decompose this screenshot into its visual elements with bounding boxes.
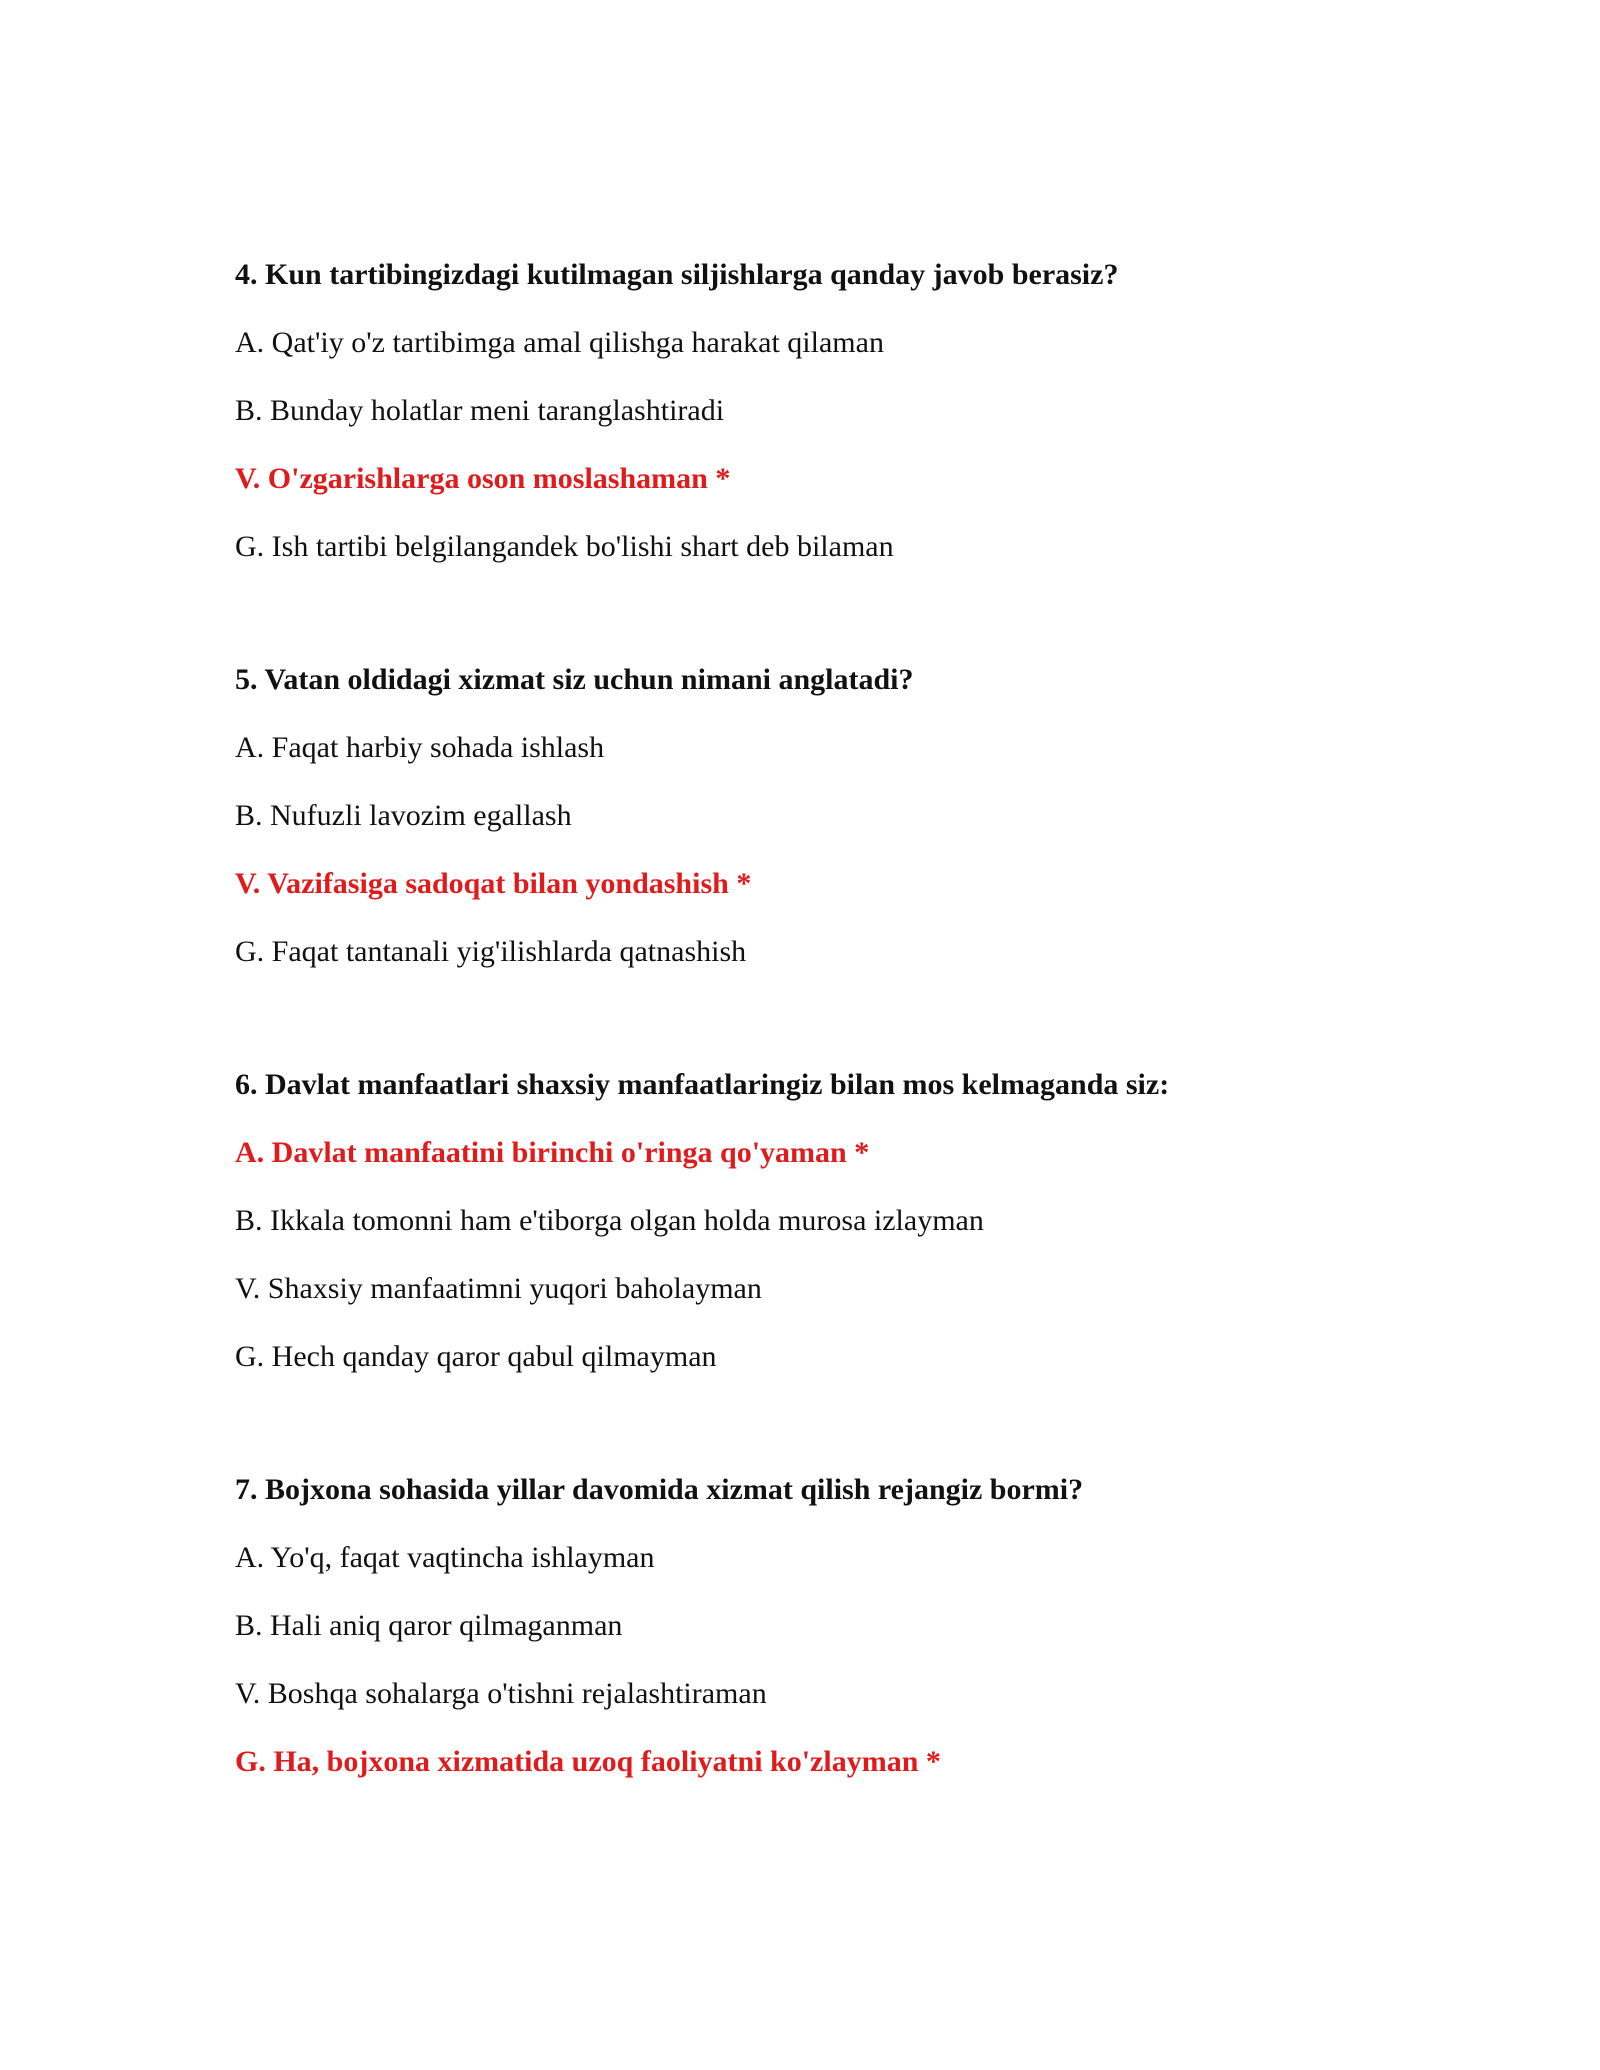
answer-option-v-correct: V. O'zgarishlarga oson moslashaman * (235, 462, 731, 495)
answer-option-v-correct: V. Vazifasiga sadoqat bilan yondashish * (235, 867, 752, 900)
answer-option-g: G. Hech qanday qaror qabul qilmayman (235, 1340, 717, 1373)
question-block-6 (235, 1068, 1435, 1374)
answer-option-g-correct: G. Ha, bojxona xizmatida uzoq faoliyatni ko'zlayman * (235, 1745, 941, 1778)
answer-option-a: A. Qat'iy o'z tartibimga amal qilishga harakat qilaman (235, 326, 884, 359)
answer-option-a-correct: A. Davlat manfaatini birinchi o'ringa qo'yaman * (235, 1136, 870, 1169)
answer-option-g: G. Ish tartibi belgilangandek bo'lishi shart deb bilaman (235, 530, 894, 563)
question-block-4 (235, 258, 1435, 564)
answer-option-b: B. Bunday holatlar meni taranglashtiradi (235, 394, 725, 427)
answer-option-v: V. Shaxsiy manfaatimni yuqori baholayman (235, 1272, 762, 1305)
question-block-7 (235, 1473, 1435, 1779)
question-title: 4. Kun tartibingizdagi kutilmagan siljishlarga qanday javob berasiz? (235, 258, 1119, 291)
answer-option-b: B. Nufuzli lavozim egallash (235, 799, 572, 832)
answer-option-v: V. Boshqa sohalarga o'tishni rejalashtiraman (235, 1677, 767, 1710)
answer-option-a: A. Yo'q, faqat vaqtincha ishlayman (235, 1541, 655, 1574)
question-block-5 (235, 663, 1435, 969)
answer-option-a: A. Faqat harbiy sohada ishlash (235, 731, 605, 764)
answer-option-b: B. Hali aniq qaror qilmaganman (235, 1609, 623, 1642)
answer-option-g: G. Faqat tantanali yig'ilishlarda qatnashish (235, 935, 747, 968)
question-title: 7. Bojxona sohasida yillar davomida xizmat qilish rejangiz bormi? (235, 1473, 1084, 1506)
question-title: 6. Davlat manfaatlari shaxsiy manfaatlaringiz bilan mos kelmaganda siz: (235, 1068, 1170, 1101)
question-title: 5. Vatan oldidagi xizmat siz uchun nimani anglatadi? (235, 663, 914, 696)
answer-option-b: B. Ikkala tomonni ham e'tiborga olgan holda murosa izlayman (235, 1204, 984, 1237)
